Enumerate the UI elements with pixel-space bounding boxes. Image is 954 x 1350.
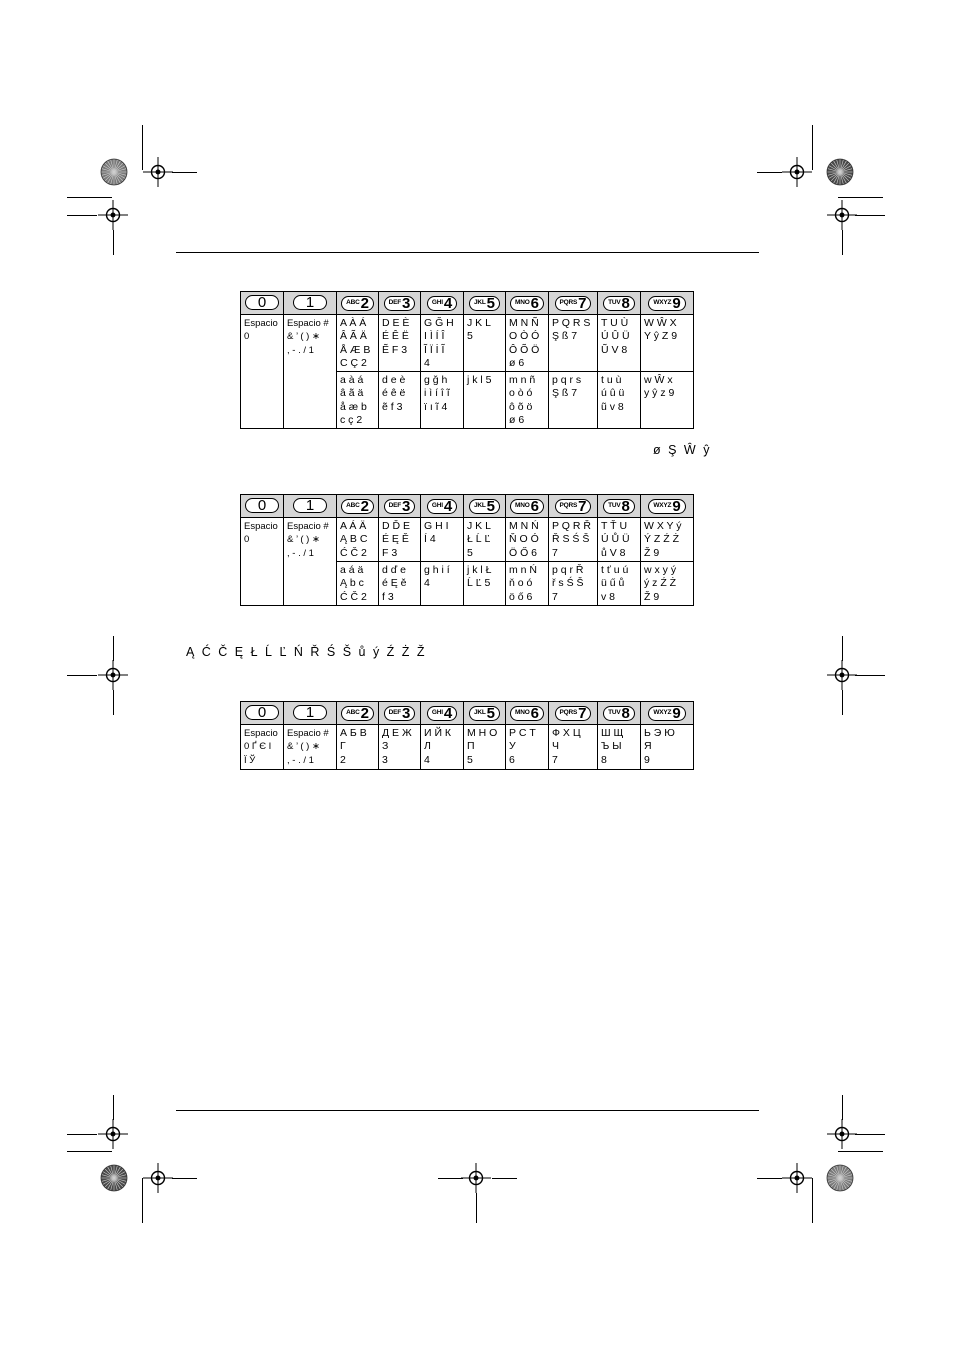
key-letters: TUV: [608, 709, 621, 717]
upper-case-cell: J K L Ł Ĺ Ľ 5: [464, 518, 506, 562]
key-9-icon: [648, 706, 685, 721]
key-6-icon: [510, 706, 544, 721]
upper-case-cell: D E È É Ê Ë Ẽ F 3: [379, 315, 421, 372]
key-digit: 0: [257, 496, 267, 514]
key-3-header: [379, 702, 421, 725]
registration-target-icon: [782, 1163, 812, 1193]
upper-case-cell: G Ğ H I Ì Í Î Ĩ Ï İ Ĩ 4: [421, 315, 464, 372]
symbol-key-chars: Espacio # & ’ ( ) ∗ , - . / 1: [284, 725, 337, 770]
character-row: [241, 725, 694, 770]
key-letters: ABC: [346, 299, 360, 307]
key-8-icon: [603, 706, 635, 721]
key-0-header: [241, 292, 284, 315]
key-6-header: [506, 495, 549, 518]
color-wheel-icon: [826, 158, 854, 186]
key-4-header: [421, 495, 464, 518]
key-8-header: [598, 292, 641, 315]
key-0-icon: [245, 295, 279, 310]
key-header-row: [241, 292, 694, 315]
key-5-header: [464, 702, 506, 725]
lower-case-cell: t u ù ú û ü ũ v 8: [598, 372, 641, 429]
key-letters: GHI: [431, 299, 443, 307]
key-5-header: [464, 495, 506, 518]
key-2-icon: [341, 706, 374, 721]
lower-case-cell: m n Ń ň o ó ö ő 6: [506, 562, 549, 606]
key-2-header: [337, 495, 379, 518]
key-2-header: [337, 292, 379, 315]
key-7-icon: [555, 706, 592, 721]
key-digit: 8: [621, 704, 630, 722]
upper-case-cell: W X Y ý Ý Z Ź Ż Ž 9: [641, 518, 694, 562]
registration-target-icon: [461, 1163, 491, 1193]
key-letters: PQRS: [559, 502, 578, 510]
key-7-icon: [555, 499, 592, 514]
key-0-header: [241, 495, 284, 518]
registration-target-icon: [98, 660, 128, 690]
upper-case-row: [241, 315, 694, 372]
upper-case-cell: A Á Ä Ą B C Ć Č 2: [337, 518, 379, 562]
lower-case-cell: g h i í 4: [421, 562, 464, 606]
key-6-header: [506, 292, 549, 315]
key-4-icon: [427, 296, 457, 311]
key-digit: 0: [257, 293, 267, 311]
key-digit: 6: [530, 294, 539, 312]
key-header-row: [241, 495, 694, 518]
key-4-icon: [427, 706, 457, 721]
key-header-row: [241, 702, 694, 725]
space-key-chars: Espacio 0: [241, 518, 284, 606]
upper-case-cell: T Ť U Ú Ů Ü ů V 8: [598, 518, 641, 562]
key-1-header: [284, 702, 337, 725]
key-digit: 6: [530, 704, 539, 722]
color-wheel-icon: [100, 158, 128, 186]
key-letters: PQRS: [559, 709, 578, 717]
key-1-header: [284, 495, 337, 518]
key-9-header: [641, 495, 694, 518]
key-7-icon: [555, 296, 592, 311]
key-2-icon: [341, 296, 374, 311]
color-wheel-icon: [826, 1164, 854, 1192]
lower-case-cell: d e è é ê ë ẽ f 3: [379, 372, 421, 429]
key-digit: 2: [360, 704, 369, 722]
key-3-icon: [384, 296, 416, 311]
key-digit: 7: [578, 704, 587, 722]
registration-target-icon: [827, 1119, 857, 1149]
upper-case-cell: W Ŵ X Y ŷ Z 9: [641, 315, 694, 372]
extra-characters-2: Ą Ć Č Ę Ł Ĺ Ľ Ń Ř Ś Š ů ý Ź Ż Ž: [186, 645, 427, 659]
lower-case-cell: a á ä Ą b c Ć Č 2: [337, 562, 379, 606]
lower-case-cell: j k l 5: [464, 372, 506, 429]
key-5-icon: [469, 706, 500, 721]
space-key-chars: Espacio 0: [241, 315, 284, 429]
key-digit: 3: [402, 704, 411, 722]
registration-target-icon: [98, 200, 128, 230]
key-9-header: [641, 292, 694, 315]
upper-case-cell: P Q R Ř Ř S Ś Š 7: [549, 518, 598, 562]
character-cell: Р С Т У 6: [506, 725, 549, 770]
key-9-header: [641, 702, 694, 725]
key-letters: WXYZ: [653, 299, 672, 307]
key-digit: 8: [621, 497, 630, 515]
key-letters: MNO: [515, 299, 530, 307]
symbol-key-chars: Espacio # & ’ ( ) ∗ , - . / 1: [284, 315, 337, 429]
key-1-icon: [293, 295, 327, 310]
key-letters: JKL: [473, 502, 486, 510]
key-4-header: [421, 702, 464, 725]
key-digit: 4: [443, 704, 453, 722]
key-letters: TUV: [608, 299, 621, 307]
upper-case-cell: M N Ñ O Ò Ó Ô Õ Ö ø 6: [506, 315, 549, 372]
character-cell: И Й К Л 4: [421, 725, 464, 770]
key-8-header: [598, 702, 641, 725]
key-7-header: [549, 292, 598, 315]
key-4-icon: [427, 499, 457, 514]
key-letters: ABC: [346, 709, 360, 717]
key-digit: 1: [305, 703, 315, 721]
key-letters: DEF: [388, 709, 402, 717]
key-digit: 5: [486, 704, 496, 722]
key-digit: 6: [530, 497, 539, 515]
upper-case-cell: A À Á Â Ã Ä Å Æ B C Ç 2: [337, 315, 379, 372]
lower-case-cell: a à á â ã ä å æ b c ç 2: [337, 372, 379, 429]
key-0-icon: [245, 705, 279, 720]
key-8-icon: [603, 499, 635, 514]
key-digit: 9: [672, 704, 681, 722]
key-6-header: [506, 702, 549, 725]
key-digit: 3: [402, 497, 411, 515]
registration-target-icon: [782, 157, 812, 187]
key-1-icon: [293, 705, 327, 720]
key-digit: 9: [672, 497, 681, 515]
lower-case-cell: g ğ h i ì í î ĩ ï ı ĩ 4: [421, 372, 464, 429]
key-3-icon: [384, 499, 416, 514]
key-digit: 1: [305, 496, 315, 514]
registration-target-icon: [143, 1163, 173, 1193]
character-cell: Д Е Ж З 3: [379, 725, 421, 770]
key-letters: TUV: [608, 502, 621, 510]
key-letters: JKL: [473, 709, 486, 717]
key-digit: 5: [486, 294, 496, 312]
color-wheel-icon: [100, 1164, 128, 1192]
key-digit: 1: [305, 293, 315, 311]
key-letters: DEF: [388, 502, 402, 510]
registration-target-icon: [98, 1119, 128, 1149]
key-digit: 2: [360, 294, 369, 312]
key-9-icon: [648, 296, 685, 311]
character-cell: А Б В Г 2: [337, 725, 379, 770]
key-digit: 5: [486, 497, 496, 515]
footer-rule: [176, 1110, 759, 1111]
key-letters: MNO: [515, 502, 530, 510]
upper-case-cell: D Ď E É Ę Ě F 3: [379, 518, 421, 562]
key-letters: WXYZ: [653, 502, 672, 510]
key-2-header: [337, 702, 379, 725]
key-letters: WXYZ: [653, 709, 672, 717]
key-6-icon: [510, 499, 544, 514]
key-digit: 4: [443, 294, 453, 312]
key-0-icon: [245, 498, 279, 513]
character-table-2: [240, 494, 694, 606]
upper-case-row: [241, 518, 694, 562]
key-3-header: [379, 495, 421, 518]
key-5-icon: [469, 296, 500, 311]
character-table-1: [240, 291, 694, 429]
registration-target-icon: [143, 157, 173, 187]
key-3-icon: [384, 706, 416, 721]
key-digit: 7: [578, 497, 587, 515]
key-1-header: [284, 292, 337, 315]
lower-case-cell: t ť u ú ü ű ů v 8: [598, 562, 641, 606]
character-cell: М Н О П 5: [464, 725, 506, 770]
key-9-icon: [648, 499, 685, 514]
character-table-3: [240, 701, 694, 770]
lower-case-cell: d ď e é Ę ě f 3: [379, 562, 421, 606]
key-5-icon: [469, 499, 500, 514]
key-letters: DEF: [388, 299, 402, 307]
lower-case-cell: w Ŵ x y ŷ z 9: [641, 372, 694, 429]
key-1-icon: [293, 498, 327, 513]
key-5-header: [464, 292, 506, 315]
key-letters: MNO: [515, 709, 530, 717]
lower-case-cell: j k l Ł Ĺ Ľ 5: [464, 562, 506, 606]
key-digit: 9: [672, 294, 681, 312]
key-digit: 4: [443, 497, 453, 515]
key-7-header: [549, 495, 598, 518]
lower-case-cell: m n ñ o ò ó ô õ ö ø 6: [506, 372, 549, 429]
registration-target-icon: [827, 660, 857, 690]
space-key-chars: Espacio 0 Ґ Є І Ї Ў: [241, 725, 284, 770]
upper-case-cell: P Q R S Ş ß 7: [549, 315, 598, 372]
key-8-icon: [603, 296, 635, 311]
key-7-header: [549, 702, 598, 725]
key-digit: 8: [621, 294, 630, 312]
key-letters: GHI: [431, 709, 443, 717]
character-cell: Ш Щ Ъ Ы 8: [598, 725, 641, 770]
key-letters: JKL: [473, 299, 486, 307]
character-cell: Ф Х Ц Ч 7: [549, 725, 598, 770]
header-rule: [176, 252, 759, 253]
key-3-header: [379, 292, 421, 315]
key-digit: 0: [257, 703, 267, 721]
key-6-icon: [510, 296, 544, 311]
key-0-header: [241, 702, 284, 725]
key-2-icon: [341, 499, 374, 514]
key-digit: 7: [578, 294, 587, 312]
key-digit: 2: [360, 497, 369, 515]
key-letters: PQRS: [559, 299, 578, 307]
registration-target-icon: [827, 200, 857, 230]
key-4-header: [421, 292, 464, 315]
key-digit: 3: [402, 294, 411, 312]
upper-case-cell: G H I Í 4: [421, 518, 464, 562]
lower-case-cell: p q r Ř ř s Ś Š 7: [549, 562, 598, 606]
upper-case-cell: T U Ù Ú Û Ü Ũ V 8: [598, 315, 641, 372]
upper-case-cell: J K L 5: [464, 315, 506, 372]
key-letters: GHI: [431, 502, 443, 510]
upper-case-cell: M N Ń Ň O Ó Ö Ő 6: [506, 518, 549, 562]
extra-characters-1: ø Ş Ŵ ŷ: [653, 443, 712, 457]
key-8-header: [598, 495, 641, 518]
lower-case-cell: w x y ý ý z Ź Ż Ž 9: [641, 562, 694, 606]
symbol-key-chars: Espacio # & ’ ( ) ∗ , - . / 1: [284, 518, 337, 606]
lower-case-cell: p q r s Ş ß 7: [549, 372, 598, 429]
character-cell: Ь Э Ю Я 9: [641, 725, 694, 770]
key-letters: ABC: [346, 502, 360, 510]
